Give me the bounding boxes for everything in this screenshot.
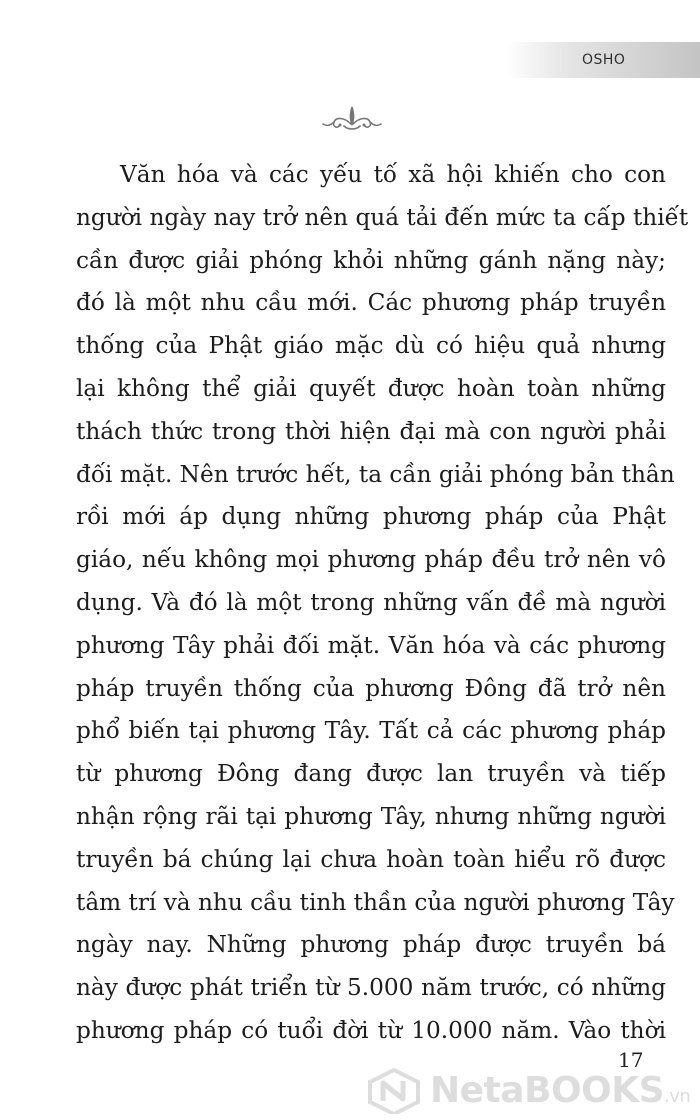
- text-line: pháp truyền thống của phương Đông đã trở nên: [76, 674, 666, 702]
- text-line: này được phát triển từ 5.000 năm trước, có những: [76, 974, 666, 1002]
- watermark-brand: NetaBOOKS: [430, 1070, 665, 1111]
- watermark-text: [430, 1070, 690, 1111]
- text-line: nhận rộng rãi tại phương Tây, nhưng những người: [76, 802, 666, 830]
- text-line: cần được giải phóng khỏi những gánh nặng này;: [76, 246, 666, 274]
- text-line: phổ biến tại phương Tây. Tất cả các phương pháp: [76, 717, 666, 745]
- text-line: người ngày nay trở nên quá tải đến mức ta cấp thiết: [76, 203, 689, 231]
- text-line: truyền bá chúng lại chưa hoàn toàn hiểu rõ được: [76, 845, 666, 873]
- page-number: 17: [618, 1048, 644, 1072]
- netabooks-logo-icon: [366, 1068, 422, 1114]
- text-line: ngày nay. Những phương pháp được truyền bá: [76, 931, 666, 959]
- text-line: dụng. Và đó là một trong những vấn đề mà người: [76, 588, 666, 616]
- text-line: phương Tây phải đối mặt. Văn hóa và các phương: [76, 631, 666, 659]
- text-line: giáo, nếu không mọi phương pháp đều trở nên vô: [76, 546, 666, 574]
- text-line: từ phương Đông đang được lan truyền và tiếp: [76, 760, 666, 788]
- text-line: Văn hóa và các yếu tố xã hội khiến cho con: [120, 161, 666, 188]
- text-line: thách thức trong thời hiện đại mà con người phải: [76, 417, 666, 445]
- text-line: tâm trí và nhu cầu tinh thần của người phương Tây: [76, 888, 675, 916]
- watermark-suffix: .vn: [664, 1086, 691, 1107]
- text-line: phương pháp có tuổi đời từ 10.000 năm. Vào thời: [76, 1016, 666, 1044]
- running-title: OSHO: [582, 52, 626, 68]
- floral-ornament-icon: [322, 104, 382, 134]
- watermark: [366, 1068, 696, 1114]
- text-line: đối mặt. Nên trước hết, ta cần giải phóng bản thân: [76, 460, 675, 488]
- text-line: rồi mới áp dụng những phương pháp của Phật: [76, 503, 666, 531]
- text-line: thống của Phật giáo mặc dù có hiệu quả nhưng: [76, 332, 666, 360]
- text-line: đó là một nhu cầu mới. Các phương pháp truyền: [76, 289, 666, 317]
- text-line: lại không thể giải quyết được hoàn toàn những: [76, 374, 666, 402]
- body-text: [76, 154, 689, 1053]
